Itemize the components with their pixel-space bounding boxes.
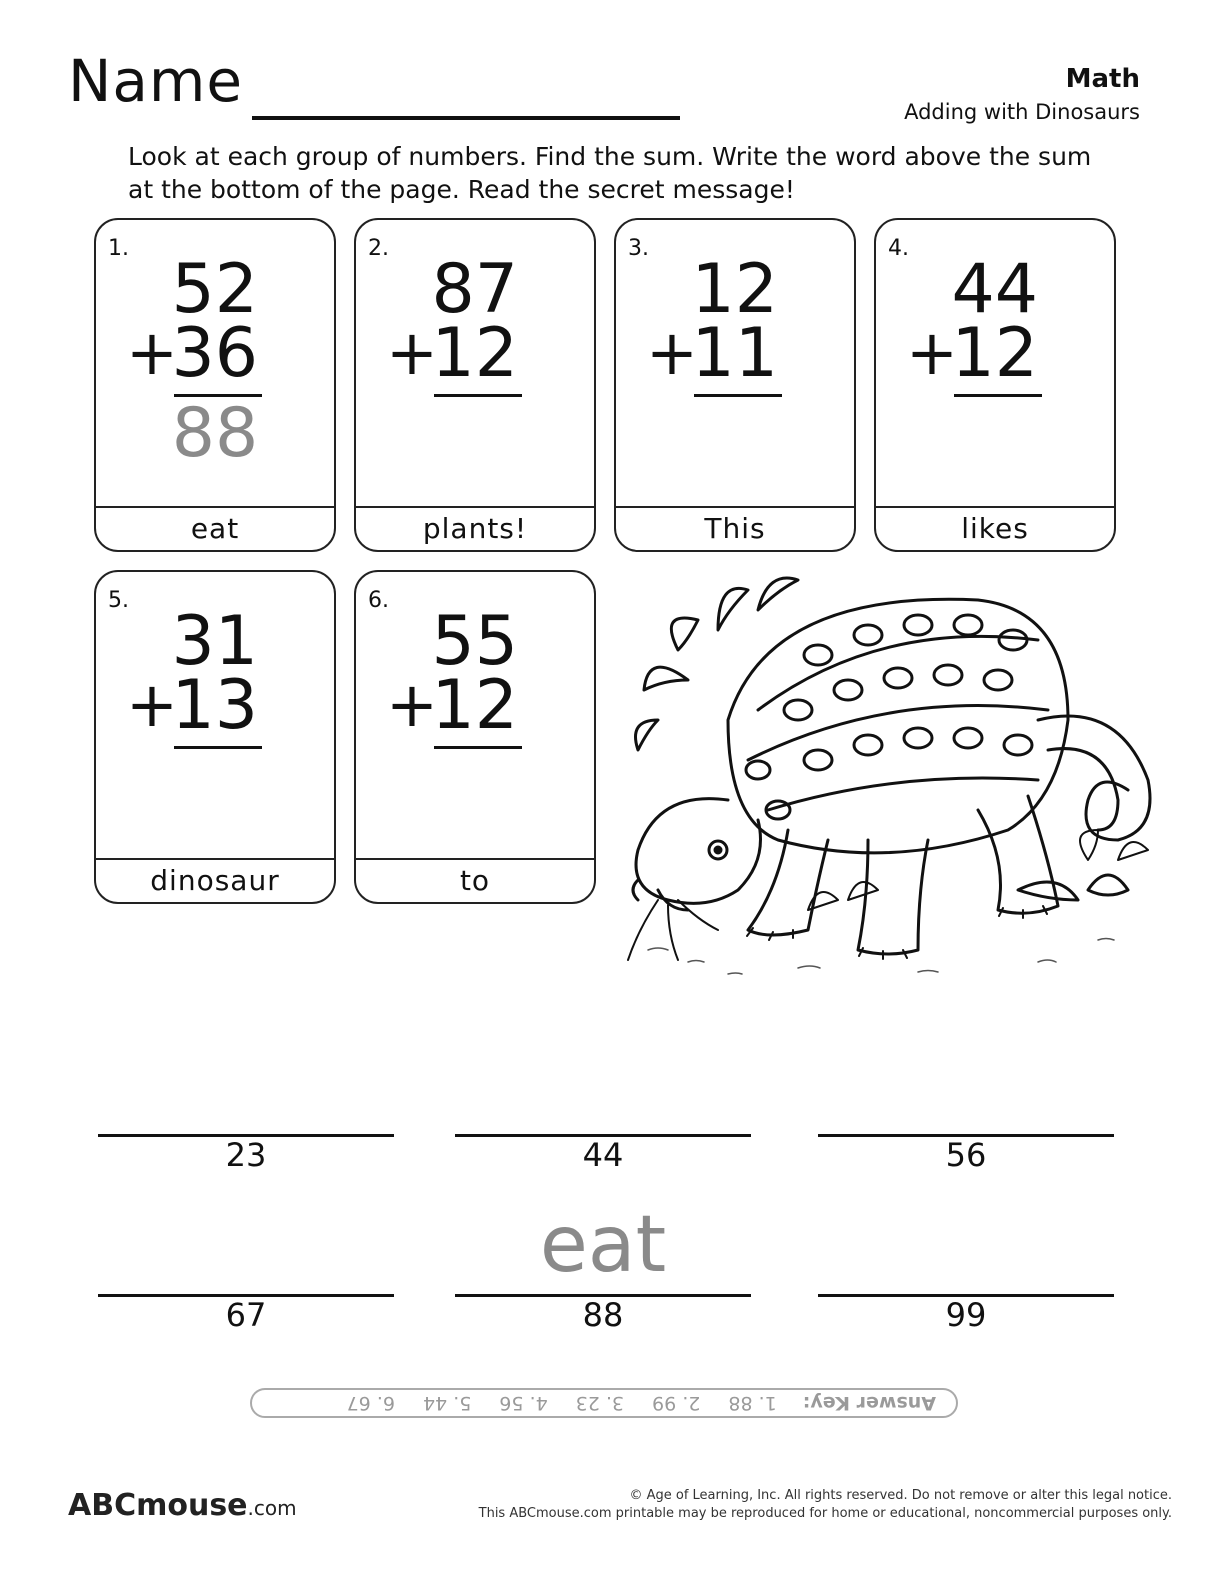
top-addend: 87 [431, 250, 518, 329]
message-blank-4[interactable] [98, 1294, 394, 1354]
legal-notice-line-2: This ABCmouse.com printable may be reproduced for home or educational, noncommercial purposes only. [478, 1506, 1172, 1521]
top-addend: 31 [171, 602, 258, 681]
sum-underline [694, 394, 782, 397]
answer-key-item: 1. 88 [728, 1392, 777, 1414]
bottom-addend: 13 [171, 666, 258, 745]
top-addend: 12 [691, 250, 778, 329]
plus-sign: + [906, 316, 958, 389]
bottom-addend: 12 [431, 666, 518, 745]
problem-number: 3. [628, 236, 649, 261]
answer-key-item: 3. 23 [575, 1392, 625, 1414]
card-word: eat [96, 506, 334, 550]
problem-card-4 [874, 218, 1116, 552]
bottom-addend: 12 [951, 314, 1038, 393]
problem-number: 5. [108, 588, 129, 613]
name-write-line[interactable] [252, 116, 680, 120]
message-blank-2[interactable] [455, 1134, 751, 1194]
ankylosaurus-icon [618, 570, 1166, 990]
instructions: Look at each group of numbers. Find the sum. Write the word above the sum at the bottom of the page. Read the secret message! [128, 142, 1092, 204]
subject-title: Math [1065, 64, 1140, 94]
problem-number: 4. [888, 236, 909, 261]
plus-sign: + [126, 316, 178, 389]
abcmouse-logo [68, 1488, 297, 1523]
sum-label: 56 [945, 1136, 987, 1174]
answer-key [250, 1388, 958, 1418]
name-label: Name [68, 47, 244, 115]
sum-underline [434, 746, 522, 749]
problem-card-1 [94, 218, 336, 552]
problem-card-5 [94, 570, 336, 904]
message-blank-5[interactable] [455, 1200, 751, 1354]
legal-notice-line-1: © Age of Learning, Inc. All rights reserved. Do not remove or alter this legal notice. [629, 1488, 1172, 1503]
logo-text: ABCmouse [68, 1488, 248, 1523]
filled-word: eat [539, 1200, 667, 1290]
answer-key-item: 2. 99 [652, 1392, 701, 1414]
card-word: likes [876, 506, 1114, 550]
bottom-addend: 11 [691, 314, 778, 393]
problem-card-6 [354, 570, 596, 904]
sum-underline [954, 394, 1042, 397]
bottom-addend: 36 [171, 314, 258, 393]
problem-card-2 [354, 218, 596, 552]
sum-underline [434, 394, 522, 397]
bottom-addend: 12 [431, 314, 518, 393]
answer-key-item: 6. 67 [346, 1392, 395, 1414]
message-blank-1[interactable] [98, 1134, 394, 1194]
sum-label: 23 [225, 1136, 267, 1174]
answer-key-item: 4. 56 [499, 1392, 548, 1414]
logo-suffix: .com [247, 1496, 297, 1520]
answer-key-item: 5. 44 [422, 1392, 472, 1414]
problem-number: 6. [368, 588, 389, 613]
answer-box[interactable]: 88 [171, 394, 259, 473]
card-word: to [356, 858, 594, 902]
sum-label: 67 [225, 1296, 267, 1334]
card-word: plants! [356, 506, 594, 550]
sum-underline [174, 746, 262, 749]
card-word: dinosaur [96, 858, 334, 902]
sum-label: 99 [945, 1296, 987, 1334]
plus-sign: + [386, 668, 438, 741]
card-word: This [616, 506, 854, 550]
topic-subtitle: Adding with Dinosaurs [904, 100, 1140, 124]
plus-sign: + [646, 316, 698, 389]
answer-key-label: Answer Key: [802, 1392, 936, 1414]
message-blank-6[interactable] [818, 1294, 1114, 1354]
plus-sign: + [386, 316, 438, 389]
problem-card-3 [614, 218, 856, 552]
top-addend: 55 [431, 602, 518, 681]
plus-sign: + [126, 668, 178, 741]
message-blank-3[interactable] [818, 1134, 1114, 1194]
top-addend: 44 [951, 250, 1038, 329]
problem-number: 2. [368, 236, 389, 261]
problem-number: 1. [108, 236, 129, 261]
top-addend: 52 [171, 250, 258, 329]
sum-label: 44 [582, 1136, 624, 1174]
sum-label: 88 [582, 1296, 624, 1334]
